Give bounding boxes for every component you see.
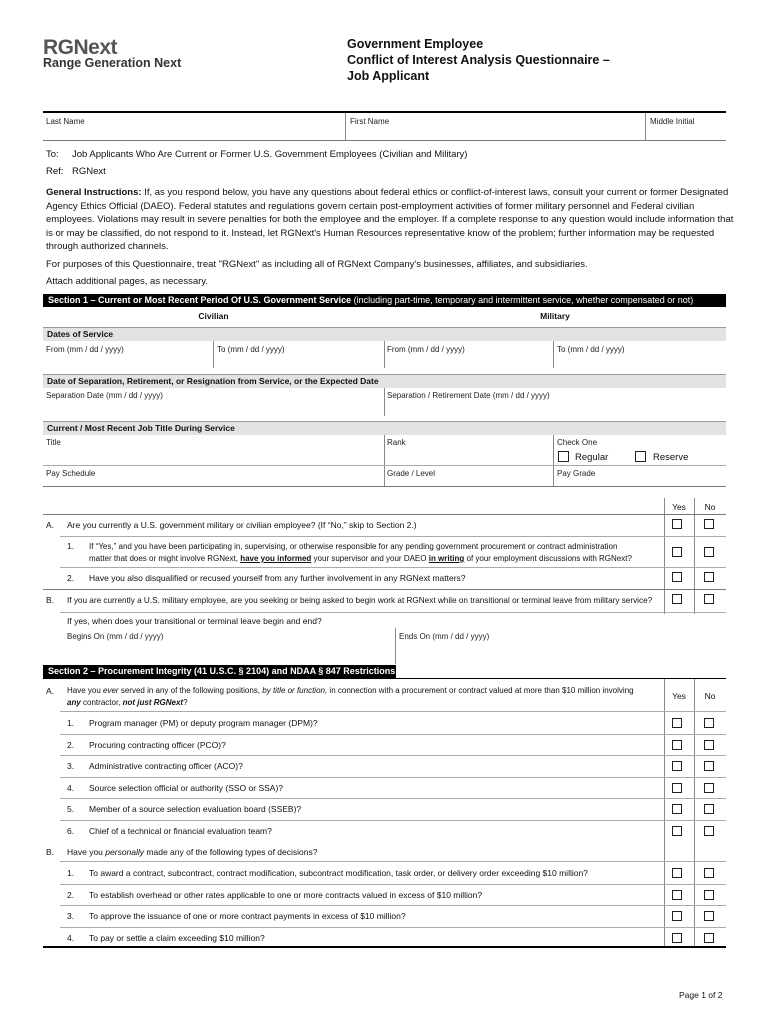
row-divider bbox=[60, 734, 726, 735]
civilian-to-field[interactable]: To (mm / dd / yyyy) bbox=[217, 345, 285, 354]
s2-qB-text: Have you personally made any of the following types of decisions? bbox=[67, 847, 318, 857]
qA-yes-checkbox[interactable] bbox=[672, 519, 682, 529]
reserve-label: Reserve bbox=[653, 452, 689, 463]
s2-a-item-num: 2. bbox=[67, 739, 75, 750]
company-tagline: Range Generation Next bbox=[43, 56, 182, 70]
instructions-heading: General Instructions: bbox=[46, 187, 142, 198]
grade-level-field[interactable]: Grade / Level bbox=[387, 469, 436, 478]
s2-a-item-num: 5. bbox=[67, 804, 75, 814]
qB-yes-checkbox[interactable] bbox=[672, 594, 682, 604]
pay-schedule-field[interactable]: Pay Schedule bbox=[46, 469, 96, 478]
q1-yes-checkbox[interactable] bbox=[672, 547, 682, 557]
separation-date-field[interactable]: Separation Date (mm / dd / yyyy) bbox=[46, 391, 163, 400]
qB-letter: B. bbox=[46, 595, 55, 605]
s2-a-item-no-checkbox[interactable] bbox=[704, 826, 714, 836]
rank-field[interactable]: Rank bbox=[387, 438, 406, 447]
s2-yes-col-header: Yes bbox=[672, 691, 686, 701]
to-label: To: bbox=[46, 149, 59, 160]
s2-b-item-no-checkbox[interactable] bbox=[704, 933, 714, 943]
s2-b-item-text: To pay or settle a claim exceeding $10 million? bbox=[89, 932, 265, 943]
s2-b-item-no-checkbox[interactable] bbox=[704, 890, 714, 900]
leave-question: If yes, when does your transitional or terminal leave begin and end? bbox=[67, 616, 322, 626]
s2-b-item-yes-checkbox[interactable] bbox=[672, 933, 682, 943]
s2-a-item-yes-checkbox[interactable] bbox=[672, 826, 682, 836]
s2-qA-letter: A. bbox=[46, 686, 55, 696]
purposes-text: For purposes of this Questionnaire, treat "RGNext" as including all of RGNext Company's businesses, affiliates, and subsidiaries. bbox=[46, 259, 588, 270]
company-logo: RGNext bbox=[43, 36, 118, 59]
yes-col-header: Yes bbox=[672, 502, 686, 512]
qA-letter: A. bbox=[46, 520, 55, 530]
s2-b-item-yes-checkbox[interactable] bbox=[672, 911, 682, 921]
row-divider bbox=[60, 755, 726, 756]
qA-text: Are you currently a U.S. government military or civilian employee? (If “No,” skip to Section 2.) bbox=[67, 520, 417, 530]
s2-no-col-header: No bbox=[704, 691, 716, 701]
row-divider bbox=[60, 884, 726, 885]
ends-on-field[interactable]: Ends On (mm / dd / yyyy) bbox=[399, 632, 490, 641]
general-instructions: General Instructions: If, as you respond below, you have any questions about federal ethics or conflict-of-interest laws, consult your current or former Designated Agency Ethics Official (DAEO). Federal statutes and regulations govern certain post-employment activities of former military personnel and Federal civilian employees. Violations may result in severe penalties for both the employee and the employer. If a complete response to any question would include information that is or may be classified, do not respond to it. Instead, let RGNext's Human Resources representative know of the problem; further information may be requested through authorized channels. bbox=[46, 187, 734, 252]
divider bbox=[43, 111, 726, 113]
doc-title-line2: Conflict of Interest Analysis Questionnaire – bbox=[347, 53, 610, 67]
q1-text: If “Yes,” and you have been participating in, supervising, or otherwise responsible for any pending government procurement or contract administration matter that does or might involve RGNext, have you informed your supervisor and your DAEO in writing of your employment discussions with RGNext? bbox=[89, 542, 632, 563]
s2-b-item-text: To establish overhead or other rates applicable to one or more contracts valued in excess of $10 million? bbox=[89, 889, 483, 900]
row-divider bbox=[60, 927, 726, 928]
row-divider bbox=[60, 905, 726, 906]
s2-a-item-text: Administrative contracting officer (ACO)? bbox=[89, 761, 243, 771]
doc-title-line3: Job Applicant bbox=[347, 69, 430, 83]
s2-a-item-text: Source selection official or authority (SSO or SSA)? bbox=[89, 782, 284, 793]
q2-text: Have you also disqualified or recused yourself from any further involvement in any RGNext matters? bbox=[89, 573, 466, 583]
check-one-label: Check One bbox=[557, 438, 598, 447]
s2-a-item-text: Program manager (PM) or deputy program manager (DPM)? bbox=[89, 718, 318, 728]
s2-b-item-num: 2. bbox=[67, 889, 75, 900]
to-value: Job Applicants Who Are Current or Former U.S. Government Employees (Civilian and Military) bbox=[72, 149, 468, 160]
s2-a-item-num: 3. bbox=[67, 761, 75, 771]
s2-a-item-no-checkbox[interactable] bbox=[704, 804, 714, 814]
qB-no-checkbox[interactable] bbox=[704, 594, 714, 604]
s2-b-item-yes-checkbox[interactable] bbox=[672, 890, 682, 900]
qB-text: If you are currently a U.S. military employee, are you seeking or being asked to begin work at RGNext while on transitional or terminal leave from military service? bbox=[67, 596, 653, 605]
s2-qA-text: Have you ever served in any of the following positions, by title or function, in connection with a procurement or contract valued at more than $10 million involving any contractor, not just RGNext? bbox=[67, 686, 634, 707]
begins-on-field[interactable]: Begins On (mm / dd / yyyy) bbox=[67, 632, 164, 641]
attach-text: Attach additional pages, as necessary. bbox=[46, 276, 208, 287]
regular-label: Regular bbox=[575, 452, 609, 463]
s2-a-item-text: Chief of a technical or financial evaluation team? bbox=[89, 825, 272, 836]
reserve-checkbox[interactable] bbox=[635, 451, 646, 462]
doc-title-line1: Government Employee bbox=[347, 37, 484, 51]
no-col-header: No bbox=[704, 502, 716, 512]
regular-checkbox[interactable] bbox=[558, 451, 569, 462]
s2-b-item-no-checkbox[interactable] bbox=[704, 911, 714, 921]
s2-a-item-yes-checkbox[interactable] bbox=[672, 718, 682, 728]
s2-a-item-num: 6. bbox=[67, 825, 75, 836]
civilian-header: Civilian bbox=[198, 311, 229, 321]
s2-a-item-yes-checkbox[interactable] bbox=[672, 783, 682, 793]
q2-no-checkbox[interactable] bbox=[704, 572, 714, 582]
s2-qB-letter: B. bbox=[46, 847, 55, 857]
military-header: Military bbox=[540, 311, 570, 321]
s2-a-item-num: 4. bbox=[67, 782, 75, 793]
row-divider bbox=[60, 777, 726, 778]
s2-a-item-yes-checkbox[interactable] bbox=[672, 740, 682, 750]
row-divider bbox=[60, 820, 726, 821]
s2-b-item-num: 4. bbox=[67, 932, 75, 943]
military-to-field[interactable]: To (mm / dd / yyyy) bbox=[557, 345, 625, 354]
s2-b-item-no-checkbox[interactable] bbox=[704, 868, 714, 878]
s2-a-item-text: Member of a source selection evaluation board (SSEB)? bbox=[89, 804, 302, 814]
s2-a-item-no-checkbox[interactable] bbox=[704, 740, 714, 750]
ref-value: RGNext bbox=[72, 166, 106, 177]
military-from-field[interactable]: From (mm / dd / yyyy) bbox=[387, 345, 465, 354]
middle-initial-label: Middle Initial bbox=[650, 117, 695, 126]
separation-header: Date of Separation, Retirement, or Resignation from Service, or the Expected Date bbox=[43, 374, 726, 388]
s2-b-item-yes-checkbox[interactable] bbox=[672, 868, 682, 878]
q2-yes-checkbox[interactable] bbox=[672, 572, 682, 582]
q1-num: 1. bbox=[67, 541, 75, 551]
s2-b-item-num: 1. bbox=[67, 868, 75, 878]
s2-b-item-num: 3. bbox=[67, 911, 75, 921]
civilian-from-field[interactable]: From (mm / dd / yyyy) bbox=[46, 345, 124, 354]
s2-b-item-text: To award a contract, subcontract, contract modification, subcontract modification, task order, or delivery order exceeding $10 million? bbox=[89, 868, 588, 878]
dates-of-service-header: Dates of Service bbox=[43, 327, 726, 341]
s2-b-item-text: To approve the issuance of one or more contract payments in excess of $10 million? bbox=[89, 911, 406, 921]
section2-header: Section 2 – Procurement Integrity (41 U.S.C. § 2104) and NDAA § 847 Restrictions bbox=[43, 665, 396, 679]
pay-grade-field[interactable]: Pay Grade bbox=[557, 469, 596, 478]
s2-a-item-num: 1. bbox=[67, 718, 75, 728]
s2-a-item-yes-checkbox[interactable] bbox=[672, 804, 682, 814]
q1-no-checkbox[interactable] bbox=[704, 547, 714, 557]
s2-a-item-no-checkbox[interactable] bbox=[704, 761, 714, 771]
s2-a-item-no-checkbox[interactable] bbox=[704, 783, 714, 793]
title-field[interactable]: Title bbox=[46, 438, 61, 447]
ref-label: Ref: bbox=[46, 166, 64, 177]
page-number: Page 1 of 2 bbox=[679, 990, 723, 1000]
section1-header: Section 1 – Current or Most Recent Period Of U.S. Government Service (including part-time, temporary and intermittent service, whether compensated or not) bbox=[43, 294, 726, 307]
s2-a-item-no-checkbox[interactable] bbox=[704, 718, 714, 728]
job-title-header: Current / Most Recent Job Title During Service bbox=[43, 421, 726, 435]
q2-num: 2. bbox=[67, 573, 75, 583]
s2-a-item-yes-checkbox[interactable] bbox=[672, 761, 682, 771]
s2-a-item-text: Procuring contracting officer (PCO)? bbox=[89, 739, 226, 750]
retirement-date-field[interactable]: Separation / Retirement Date (mm / dd / yyyy) bbox=[387, 391, 550, 400]
last-name-label: Last Name bbox=[46, 117, 85, 126]
first-name-label: First Name bbox=[350, 117, 390, 126]
row-divider bbox=[60, 798, 726, 799]
qA-no-checkbox[interactable] bbox=[704, 519, 714, 529]
